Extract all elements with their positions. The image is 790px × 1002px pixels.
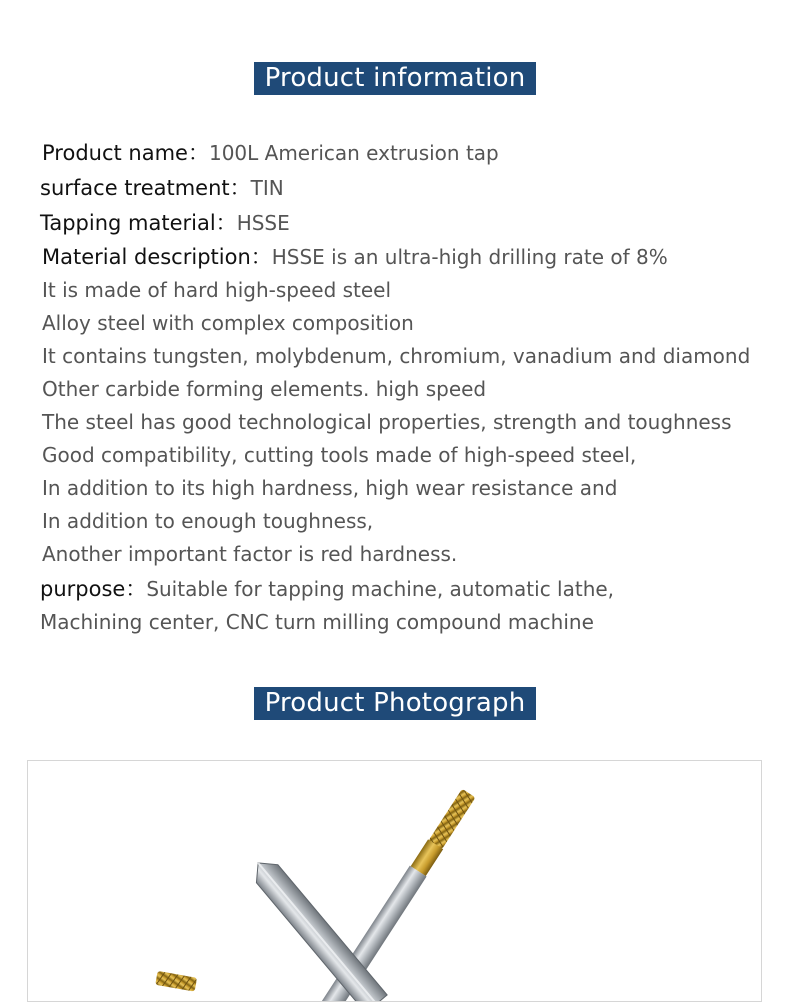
section-title-text: Product Photograph bbox=[254, 687, 537, 720]
description-line: Good compatibility, cutting tools made of high-speed steel, bbox=[42, 443, 637, 467]
description-line: It contains tungsten, molybdenum, chromium, vanadium and diamond bbox=[42, 344, 751, 368]
description-line: The steel has good technological properties, strength and toughness bbox=[42, 410, 732, 434]
section-title-product-information bbox=[0, 62, 790, 95]
extrusion-tap-illustration bbox=[28, 761, 761, 1001]
description-line: Alloy steel with complex composition bbox=[42, 311, 414, 335]
purpose-label: purpose： bbox=[40, 577, 147, 601]
surface-treatment-value: TIN bbox=[250, 176, 284, 200]
description-line: In addition to enough toughness, bbox=[42, 509, 374, 533]
product-name-value: 100L American extrusion tap bbox=[208, 141, 499, 165]
description-line: Other carbide forming elements. high speed bbox=[42, 377, 487, 401]
tapping-material-label: Tapping material： bbox=[40, 211, 237, 235]
tapping-material-row bbox=[40, 210, 290, 236]
product-name-label: Product name： bbox=[42, 141, 209, 165]
surface-treatment-row bbox=[40, 175, 284, 201]
tapping-material-value: HSSE bbox=[236, 211, 290, 235]
material-description-label: Material description： bbox=[42, 245, 272, 269]
material-description-row bbox=[42, 244, 668, 270]
material-description-value: HSSE is an ultra-high drilling rate of 8% bbox=[271, 245, 668, 269]
section-title-product-photograph bbox=[0, 687, 790, 720]
surface-treatment-label: surface treatment： bbox=[40, 176, 251, 200]
section-title-text: Product information bbox=[254, 62, 537, 95]
product-name-row bbox=[42, 140, 499, 166]
purpose-row bbox=[40, 576, 614, 602]
description-line: Another important factor is red hardness. bbox=[42, 542, 458, 566]
description-line: It is made of hard high-speed steel bbox=[42, 278, 392, 302]
purpose-value: Suitable for tapping machine, automatic lathe, bbox=[146, 577, 615, 601]
description-line: In addition to its high hardness, high wear resistance and bbox=[42, 476, 618, 500]
second-tap-shank bbox=[247, 854, 387, 1001]
purpose-line-2: Machining center, CNC turn milling compound machine bbox=[40, 610, 594, 634]
product-photo bbox=[27, 760, 762, 1002]
